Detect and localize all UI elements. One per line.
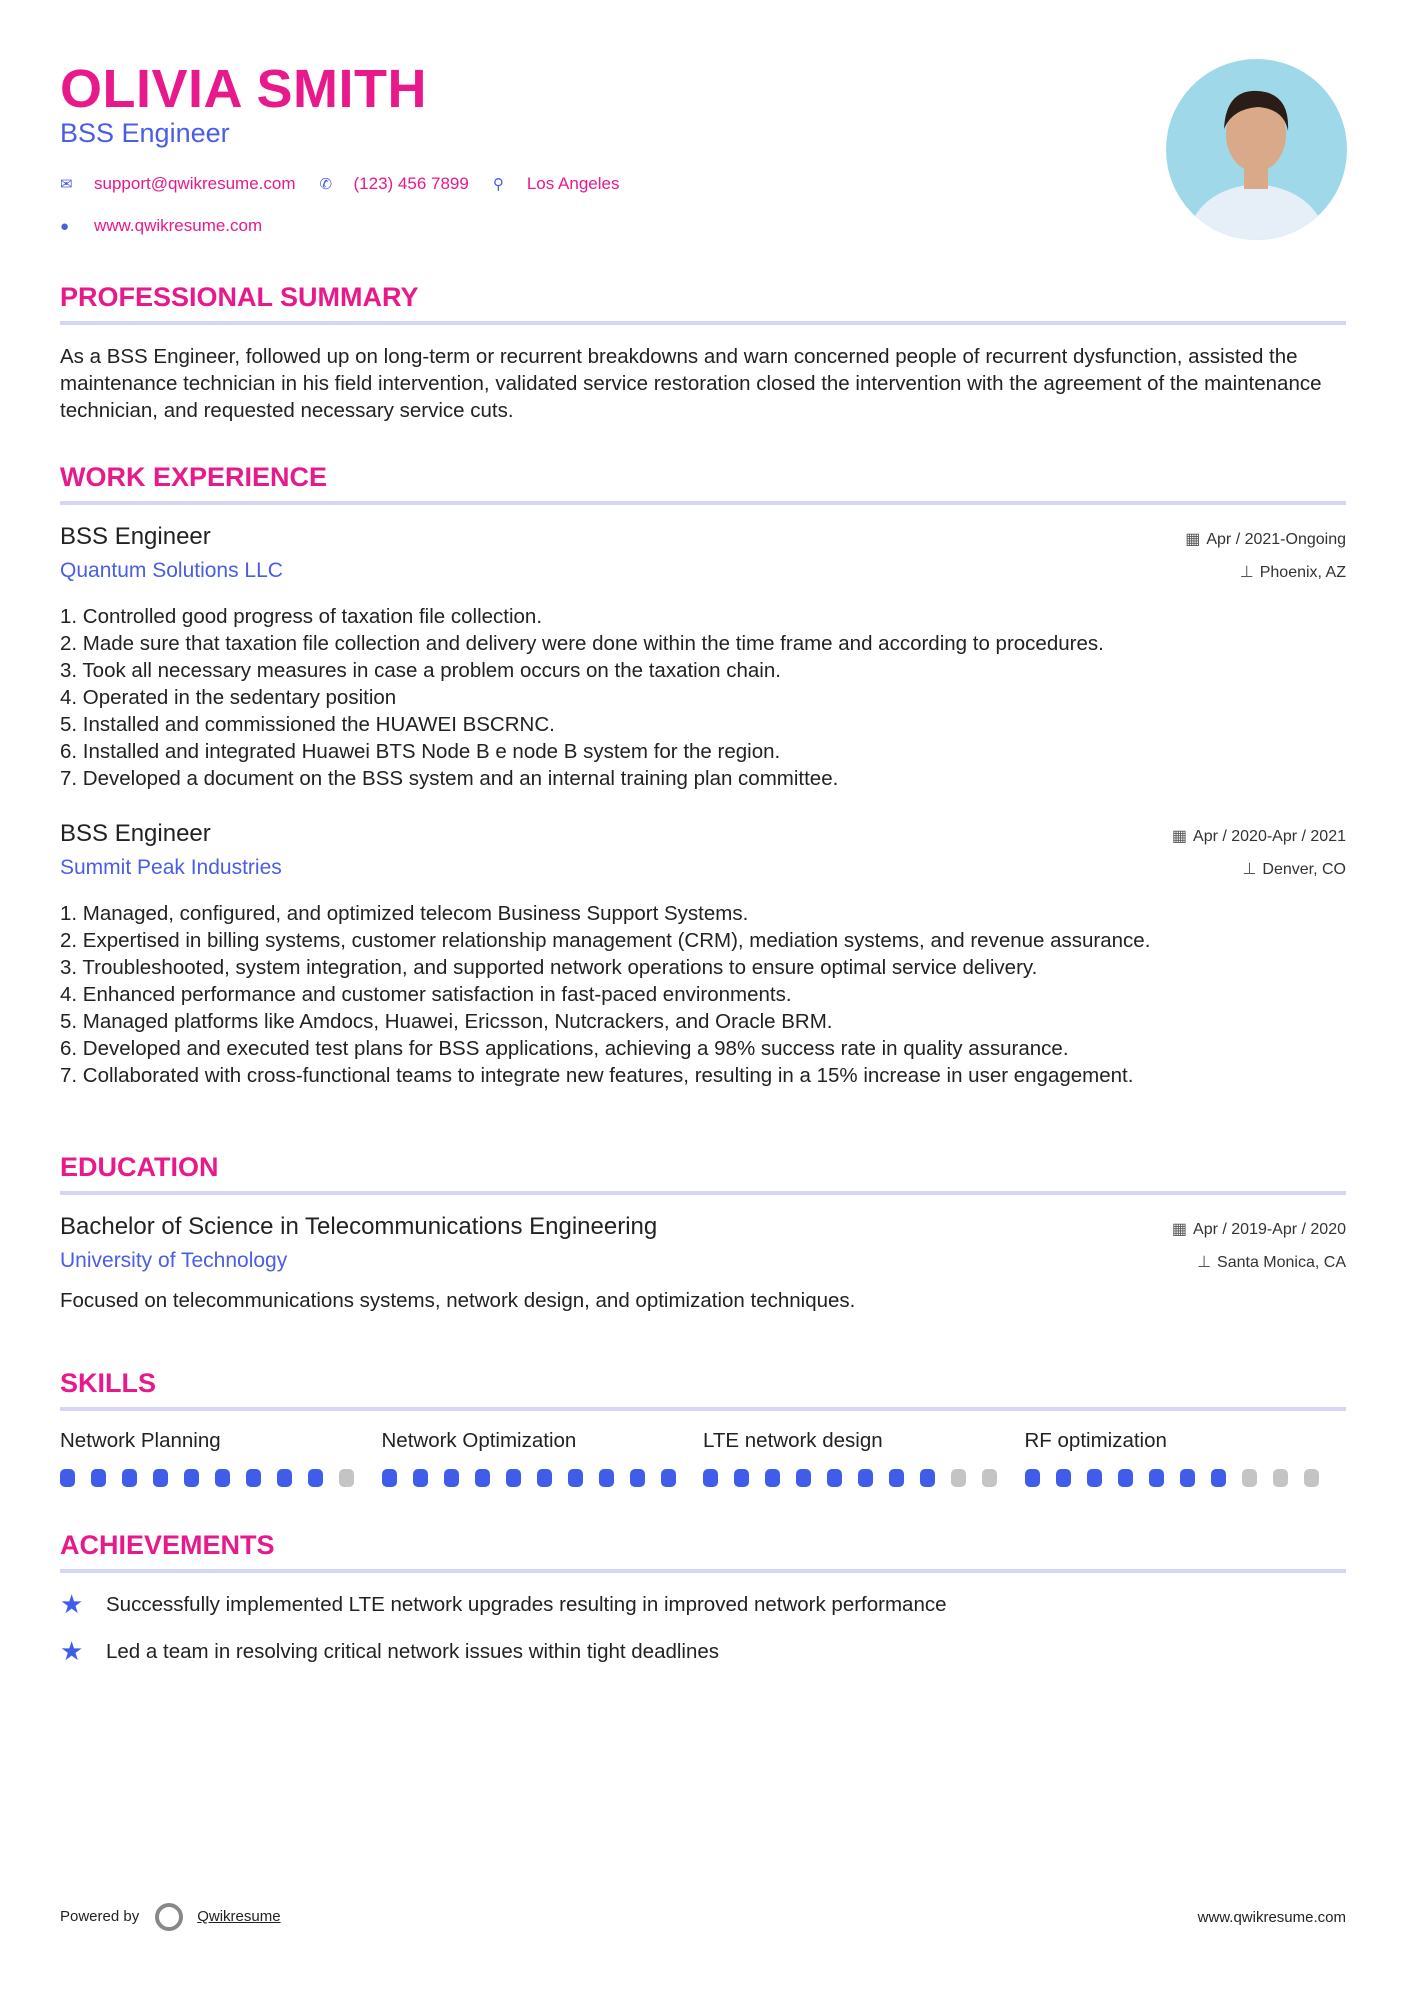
bullet: 4. Operated in the sedentary position [60, 686, 397, 709]
job-title: BSS Engineer [60, 523, 211, 550]
job-title: BSS Engineer [60, 118, 230, 148]
skill-item [1025, 1429, 1347, 1487]
bullet: 1. Controlled good progress of taxation file collection. [60, 605, 543, 628]
bullet: 6. Developed and executed test plans for BSS applications, achieving a 98% success rate in quality assurance. [60, 1037, 1069, 1060]
section-heading: SKILLS [60, 1368, 1346, 1411]
rating-dot-filled [413, 1469, 428, 1487]
rating-dot-filled [444, 1469, 459, 1487]
edu-desc: Focused on telecommunications systems, network design, and optimization techniques. [60, 1289, 856, 1312]
website-row [60, 216, 262, 236]
skill-item [703, 1429, 1025, 1487]
section-heading: PROFESSIONAL SUMMARY [60, 282, 1346, 325]
calendar-icon: ▦ [1185, 531, 1201, 548]
bullet: 6. Installed and integrated Huawei BTS Node B e node B system for the region. [60, 740, 781, 763]
skill-rating [1025, 1469, 1347, 1487]
rating-dot-filled [1118, 1469, 1133, 1487]
work-section [60, 462, 1346, 1089]
rating-dot-filled [568, 1469, 583, 1487]
job-entry [60, 820, 1346, 1089]
rating-dot-empty [339, 1469, 354, 1487]
calendar-icon: ▦ [1171, 828, 1188, 845]
summary-text: As a BSS Engineer, followed up on long-term or recurrent breakdowns and warn concerned people of recurrent dysfunction, assisted the maintenance technician in his field intervention, validated service restoration closed the intervention with the agreement of the maintenance technician, and requested necessary service cuts. [60, 345, 1322, 422]
phone-text: (123) 456 7899 [353, 174, 469, 193]
star-icon: ★ [60, 1589, 84, 1619]
skill-item [382, 1429, 704, 1487]
footer [60, 1903, 1346, 1931]
location-text: Los Angeles [526, 174, 620, 193]
pin-icon: ⊥ [1197, 1254, 1212, 1271]
skill-name: Network Planning [60, 1429, 221, 1452]
rating-dot-filled [889, 1469, 904, 1487]
pin-icon: ⊥ [1239, 564, 1254, 581]
rating-dot-filled [60, 1469, 75, 1487]
rating-dot-filled [796, 1469, 811, 1487]
bullet: 3. Troubleshooted, system integration, and supported network operations to ensure optimal service delivery. [60, 956, 1038, 979]
phone-icon: ✆ [319, 176, 333, 193]
bullet: 5. Installed and commissioned the HUAWEI BSCRNC. [60, 713, 555, 736]
candidate-name: OLIVIA SMITH [60, 59, 427, 119]
bullet: 7. Collaborated with cross-functional teams to integrate new features, resulting in a 15% increase in user engagement. [60, 1064, 1134, 1087]
job-date: Apr / 2021-Ongoing [1206, 531, 1346, 548]
rating-dot-filled [1180, 1469, 1195, 1487]
education-section [60, 1152, 1346, 1314]
section-heading: EDUCATION [60, 1152, 1346, 1195]
skill-rating [60, 1469, 382, 1487]
rating-dot-filled [703, 1469, 718, 1487]
rating-dot-filled [1211, 1469, 1226, 1487]
degree: Bachelor of Science in Telecommunications Engineering [60, 1213, 658, 1240]
bullet: 2. Made sure that taxation file collection and delivery were done within the time frame and according to procedures. [60, 632, 1104, 655]
globe-icon: ● [60, 217, 70, 235]
map-pin-icon: ⚲ [492, 176, 504, 193]
rating-dot-filled [308, 1469, 323, 1487]
rating-dot-filled [475, 1469, 490, 1487]
edu-date: Apr / 2019-Apr / 2020 [1193, 1221, 1346, 1238]
skill-rating [703, 1469, 1025, 1487]
rating-dot-filled [184, 1469, 199, 1487]
achievement-text: Led a team in resolving critical network issues within tight deadlines [106, 1639, 720, 1663]
website-link[interactable]: www.qwikresume.com [94, 216, 263, 235]
brand-link[interactable]: Qwikresume [197, 1907, 281, 1925]
rating-dot-empty [951, 1469, 966, 1487]
profile-photo [1166, 59, 1347, 240]
achievement-text: Successfully implemented LTE network upgrades resulting in improved network performance [106, 1592, 947, 1616]
rating-dot-filled [765, 1469, 780, 1487]
email-link[interactable]: support@qwikresume.com [94, 174, 296, 193]
rating-dot-filled [537, 1469, 552, 1487]
company: Summit Peak Industries [60, 856, 282, 879]
envelope-icon: ✉ [60, 176, 73, 193]
job-location: Phoenix, AZ [1259, 564, 1346, 581]
job-entry [60, 523, 1346, 792]
rating-dot-empty [1304, 1469, 1319, 1487]
school: University of Technology [60, 1249, 288, 1272]
skill-name: LTE network design [703, 1429, 883, 1452]
bullet: 2. Expertised in billing systems, customer relationship management (CRM), mediation systems, and revenue assurance. [60, 929, 1151, 952]
bullet: 3. Took all necessary measures in case a problem occurs on the taxation chain. [60, 659, 781, 682]
skill-rating [382, 1469, 704, 1487]
rating-dot-filled [734, 1469, 749, 1487]
rating-dot-empty [1242, 1469, 1257, 1487]
rating-dot-filled [122, 1469, 137, 1487]
skill-name: Network Optimization [381, 1429, 577, 1452]
rating-dot-filled [920, 1469, 935, 1487]
company: Quantum Solutions LLC [60, 559, 283, 582]
contact-row [60, 174, 619, 194]
edu-location: Santa Monica, CA [1217, 1254, 1346, 1271]
powered-by: Powered by [60, 1907, 140, 1925]
rating-dot-empty [982, 1469, 997, 1487]
qwikresume-logo-icon [155, 1903, 183, 1931]
calendar-icon: ▦ [1171, 1221, 1188, 1238]
job-date: Apr / 2020-Apr / 2021 [1193, 828, 1346, 845]
rating-dot-filled [858, 1469, 873, 1487]
achievements-section [60, 1530, 1346, 1667]
rating-dot-filled [246, 1469, 261, 1487]
rating-dot-filled [382, 1469, 397, 1487]
rating-dot-filled [215, 1469, 230, 1487]
bullet: 1. Managed, configured, and optimized telecom Business Support Systems. [60, 902, 749, 925]
star-icon: ★ [60, 1636, 84, 1666]
section-heading: ACHIEVEMENTS [60, 1530, 1346, 1573]
rating-dot-filled [91, 1469, 106, 1487]
job-title: BSS Engineer [60, 820, 211, 847]
rating-dot-filled [661, 1469, 676, 1487]
job-location: Denver, CO [1262, 861, 1346, 878]
skill-name: RF optimization [1024, 1429, 1167, 1452]
pin-icon: ⊥ [1242, 861, 1257, 878]
achievement-item [60, 1636, 1346, 1667]
section-heading: WORK EXPERIENCE [60, 462, 1346, 505]
bullet: 7. Developed a document on the BSS system and an internal training plan committee. [60, 767, 839, 790]
achievement-item [60, 1589, 1346, 1620]
rating-dot-filled [1149, 1469, 1164, 1487]
skill-item [60, 1429, 382, 1487]
bullet: 5. Managed platforms like Amdocs, Huawei, Ericsson, Nutcrackers, and Oracle BRM. [60, 1010, 833, 1033]
rating-dot-filled [630, 1469, 645, 1487]
bullet: 4. Enhanced performance and customer satisfaction in fast-paced environments. [60, 983, 792, 1006]
rating-dot-filled [506, 1469, 521, 1487]
rating-dot-empty [1273, 1469, 1288, 1487]
rating-dot-filled [1087, 1469, 1102, 1487]
rating-dot-filled [599, 1469, 614, 1487]
summary-section [60, 282, 1346, 424]
rating-dot-filled [277, 1469, 292, 1487]
footer-site[interactable]: www.qwikresume.com [1197, 1908, 1346, 1926]
skills-section [60, 1368, 1346, 1487]
rating-dot-filled [153, 1469, 168, 1487]
rating-dot-filled [1056, 1469, 1071, 1487]
rating-dot-filled [827, 1469, 842, 1487]
rating-dot-filled [1025, 1469, 1040, 1487]
